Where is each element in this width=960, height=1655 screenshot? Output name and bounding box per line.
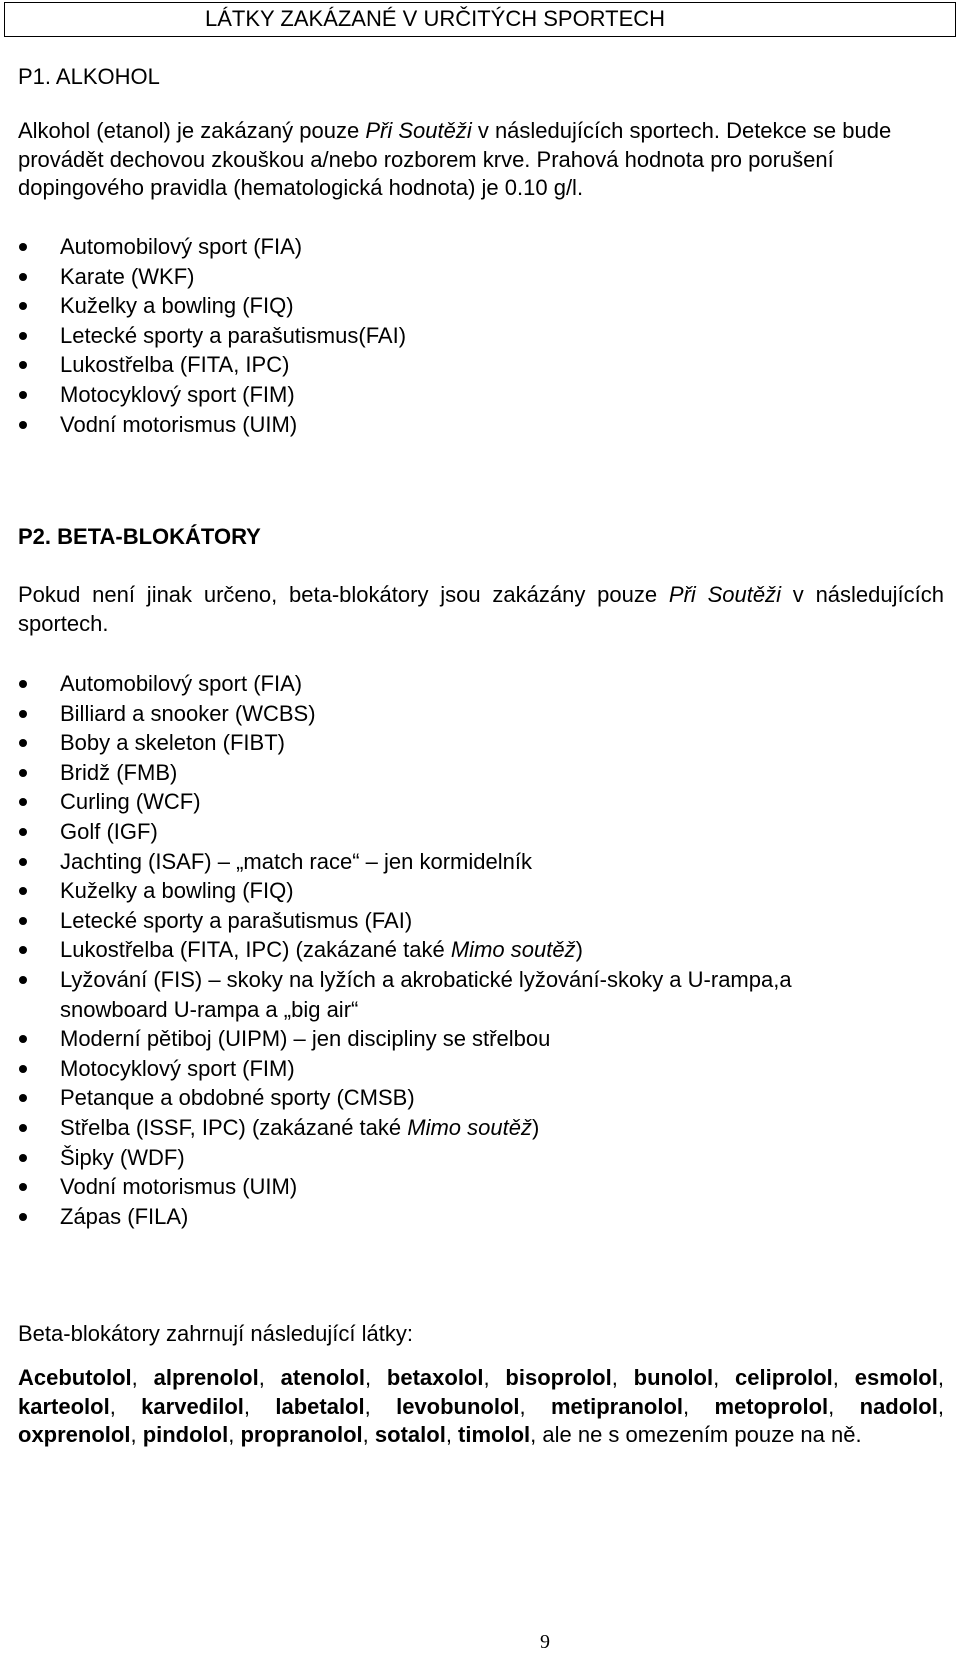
p1-sport-list <box>0 232 944 439</box>
list-item: Bridž (FMB) <box>0 758 944 788</box>
substance-name: nadolol <box>859 1393 938 1419</box>
bullet-icon <box>19 739 27 747</box>
list-item: Automobilový sport (FIA) <box>0 669 944 699</box>
substance-name: metoprolol <box>714 1393 829 1419</box>
bullet-icon <box>19 302 27 310</box>
list-item: Letecké sporty a parašutismus (FAI) <box>0 906 944 936</box>
p1-intro-text-2: v následujících sportech. Detekce se bude provádět dechovou zkouškou a/nebo rozborem krve. Prahová hodnota pro porušení dopingového pravidla (hematologická hodnota) je 0.10 g/l. <box>18 118 892 200</box>
bullet-icon <box>19 1154 27 1162</box>
bullet-icon <box>19 858 27 866</box>
list-item: Vodní motorismus (UIM) <box>0 410 944 440</box>
bullet-icon <box>19 917 27 925</box>
bullet-icon <box>19 1183 27 1191</box>
list-item: Lyžování (FIS) – skoky na lyžích a akrobatické lyžování-skoky a U-rampa,a snowboard U-rampa a „big air“ <box>0 965 944 1024</box>
bullet-icon <box>19 1035 27 1043</box>
bullet-icon <box>19 710 27 718</box>
substances-tail: , ale ne s omezením pouze na ně. <box>530 1422 862 1447</box>
substance-name: pindolol <box>142 1422 229 1447</box>
list-item: Petanque a obdobné sporty (CMSB) <box>0 1083 944 1113</box>
list-item: Vodní motorismus (UIM) <box>0 1172 944 1202</box>
bullet-icon <box>19 421 27 429</box>
p1-intro-emphasis: Při Soutěži <box>365 118 472 143</box>
page-title: LÁTKY ZAKÁZANÉ V URČITÝCH SPORTECH <box>205 6 666 31</box>
list-item: Jachting (ISAF) – „match race“ – jen kormidelník <box>0 847 944 877</box>
substance-name: oxprenolol <box>18 1422 131 1447</box>
bullet-icon <box>19 1094 27 1102</box>
list-item: Střelba (ISSF, IPC) (zakázané také Mimo soutěž) <box>0 1113 944 1143</box>
page-number: 9 <box>540 1631 550 1653</box>
bullet-icon <box>19 1124 27 1132</box>
list-item: Motocyklový sport (FIM) <box>0 380 944 410</box>
p2-intro-emphasis: Při Soutěži <box>668 582 781 607</box>
substance-name: karteolol <box>18 1393 110 1419</box>
substance-name: timolol <box>458 1422 531 1447</box>
substance-name: bunolol <box>633 1365 714 1390</box>
list-item: Karate (WKF) <box>0 262 944 292</box>
substance-name: Acebutolol <box>18 1365 132 1390</box>
bullet-icon <box>19 1065 27 1073</box>
bullet-icon <box>19 1213 27 1221</box>
substance-name: esmolol <box>854 1365 938 1390</box>
substances-intro: Beta-blokátory zahrnují následující látky: <box>18 1321 413 1346</box>
bullet-icon <box>19 976 27 984</box>
list-item: Kuželky a bowling (FIQ) <box>0 291 944 321</box>
list-item: Letecké sporty a parašutismus(FAI) <box>0 321 944 351</box>
list-item: Moderní pětiboj (UIPM) – jen discipliny se střelbou <box>0 1024 944 1054</box>
bullet-icon <box>19 273 27 281</box>
bullet-icon <box>19 769 27 777</box>
substance-name: betaxolol <box>386 1365 484 1390</box>
bullet-icon <box>19 798 27 806</box>
list-item: Motocyklový sport (FIM) <box>0 1054 944 1084</box>
section-heading-p2: P2. BETA-BLOKÁTORY <box>18 524 261 549</box>
substance-name: levobunolol <box>396 1393 520 1419</box>
p2-intro-paragraph <box>18 581 944 638</box>
substance-name: alprenolol <box>153 1365 259 1390</box>
p1-intro-text-1: Alkohol (etanol) je zakázaný pouze <box>18 118 366 143</box>
p1-intro-paragraph <box>18 117 944 203</box>
substance-name: sotalol <box>374 1422 446 1447</box>
list-item: Automobilový sport (FIA) <box>0 232 944 262</box>
section-heading-p1: P1. ALKOHOL <box>18 64 160 89</box>
list-item: Lukostřelba (FITA, IPC) (zakázané také Mimo soutěž) <box>0 935 944 965</box>
list-item: Zápas (FILA) <box>0 1202 944 1232</box>
list-item: Curling (WCF) <box>0 787 944 817</box>
bullet-icon <box>19 361 27 369</box>
bullet-icon <box>19 391 27 399</box>
p2-intro-text-2: v následujících sportech. <box>18 582 944 636</box>
bullet-icon <box>19 243 27 251</box>
list-item: Boby a skeleton (FIBT) <box>0 728 944 758</box>
bullet-icon <box>19 332 27 340</box>
substance-name: labetalol <box>275 1393 365 1419</box>
substance-name: celiprolol <box>735 1365 833 1390</box>
substance-name: karvedilol <box>141 1393 244 1419</box>
substance-name: bisoprolol <box>505 1365 612 1390</box>
bullet-icon <box>19 680 27 688</box>
list-item: Šipky (WDF) <box>0 1143 944 1173</box>
list-item: Billiard a snooker (WCBS) <box>0 699 944 729</box>
bullet-icon <box>19 828 27 836</box>
bullet-icon <box>19 887 27 895</box>
substance-name: atenolol <box>280 1365 365 1390</box>
list-item: Golf (IGF) <box>0 817 944 847</box>
substances-paragraph: Acebutolol, alprenolol, atenolol, betaxolol, bisoprolol, bunolol, celiprolol, esmolol, karteolol, karvedilol, labetalol, levobunolol, metipranolol, metoprolol, nadolol, oxprenolol, pindolol, propranolol, sotalol, timolol, ale ne s omezením pouze na ně. <box>18 1365 944 1447</box>
p2-sport-list <box>0 669 944 1231</box>
substance-name: propranolol <box>240 1422 363 1447</box>
list-item: Lukostřelba (FITA, IPC) <box>0 350 944 380</box>
bullet-icon <box>19 946 27 954</box>
p2-intro-text-1: Pokud není jinak určeno, beta-blokátory jsou zakázány pouze <box>18 582 669 607</box>
list-item: Kuželky a bowling (FIQ) <box>0 876 944 906</box>
substance-name: metipranolol <box>551 1393 684 1419</box>
